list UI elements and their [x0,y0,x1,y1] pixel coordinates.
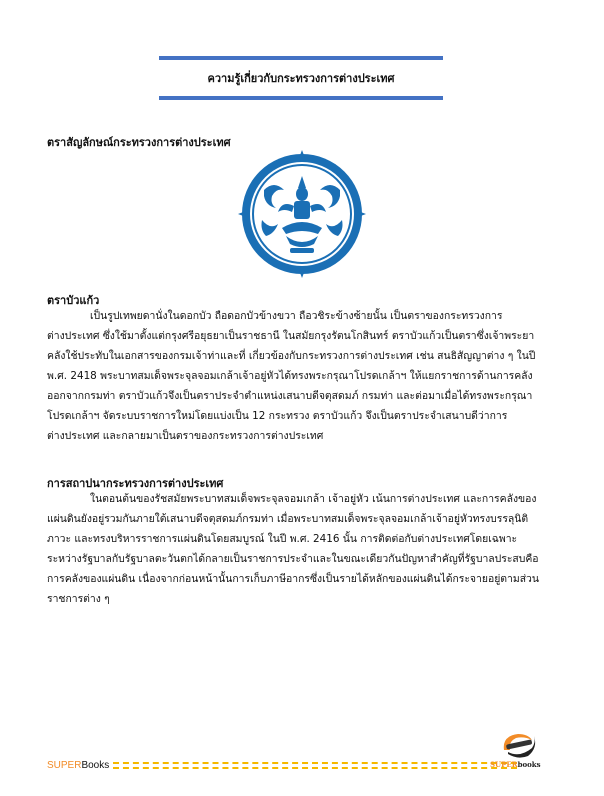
superbooks-logo-text: SUPERbooks [490,760,541,769]
superbooks-logo [490,728,550,772]
superbooks-swoosh-icon [490,728,550,760]
paragraph-line: ในตอนต้นของรัชสมัยพระบาทสมเด็จพระจุลจอมเกล้า เจ้าอยู่หัว เน้นการต่างประเทศ และการคลังของ [90,493,537,505]
footer-brand-super: SUPER [47,759,82,771]
paragraph-line: เป็นรูปเทพยดานั่งในดอกบัว ถือดอกบัวข้างขวา ถือวชิระข้างซ้ายนั้น เป็นตราของกระทรวงการ [90,310,503,322]
paragraph-line: ราชการต่าง ๆ [47,593,110,605]
section-heading-establishment: การสถาปนากระทรวงการต่างประเทศ [47,477,224,490]
footer-dashed-rule [113,762,517,769]
page-footer [47,758,517,772]
paragraph-line: ภาวะ และทรงบริหารราชการแผ่นดินโดยสมบูรณ์ ในปี พ.ศ. 2416 นั้น การติดต่อกับต่างประเทศโดยเฉพาะ [47,533,518,545]
paragraph-line: พ.ศ. 2418 พระบาทสมเด็จพระจุลจอมเกล้าเจ้าอยู่หัวได้ทรงพระกรุณาโปรดเกล้าฯ ให้แยกราชการด้านการคลัง [47,370,533,382]
ministry-of-foreign-affairs-seal-icon [226,150,378,278]
footer-brand-books: Books [81,759,110,771]
title-bottom-rule [159,96,443,100]
paragraph-line: แผ่นดินยังอยู่รวมกันภายใต้เสนาบดีจตุสดมภ์กรมท่า เมื่อพระบาทสมเด็จพระจุลจอมเกล้าเจ้าอยู่หัวทรงบรรลุนิติ [47,513,529,525]
page-title-box [159,56,443,96]
title-top-rule [159,56,443,60]
paragraph-line: โปรดเกล้าฯ จัดระบบราชการใหม่โดยแบ่งเป็น 12 กระทรวง ตราบัวแก้ว จึงเป็นตราประจำเสนาบดีว่าการ [47,410,508,422]
paragraph-line: การคลังของแผ่นดิน เนื่องจากก่อนหน้านั้นการเก็บภาษีอากรซึ่งเป็นรายได้หลักของแผ่นดินได้กระจายอยู่ตามส่วน [47,573,539,585]
paragraph-establishment [47,489,557,609]
paragraph-line: ออกจากกรมท่า ตราบัวแก้วจึงเป็นตราประจำตำแหน่งเสนาบดีจตุสดมภ์ กรมท่า และต่อมาเมื่อได้ทรงพระกรุณา [47,390,533,402]
paragraph-line: ต่างประเทศ และกลายมาเป็นตราของกระทรวงการต่างประเทศ [47,430,324,442]
paragraph-line: คลังใช้ประทับในเอกสารของกรมเจ้าท่าและที่ เกี่ยวข้องกับกระทรวงการต่างประเทศ เช่น สนธิสัญญาต่าง ๆ ในปี [47,350,536,362]
paragraph-line: ต่างประเทศ ซึ่งใช้มาตั้งแต่กรุงศรีอยุธยาเป็นราชธานี ในสมัยกรุงรัตนโกสินทร์ ตราบัวแก้วเป็นตราซึ่งเจ้าพระยา [47,330,535,342]
section-heading-emblem: ตราสัญลักษณ์กระทรวงการต่างประเทศ [47,136,231,149]
paragraph-bua-kaew [47,306,557,446]
paragraph-line: ระหว่างรัฐบาลกับรัฐบาลตะวันตกได้กลายเป็นราชการประจำและในขณะเดียวกันปัญหาสำคัญที่รัฐบาลประสบคือ [47,553,539,565]
page-title: ความรู้เกี่ยวกับกระทรวงการต่างประเทศ [207,72,395,85]
section-heading-bua-kaew: ตราบัวแก้ว [47,294,100,307]
